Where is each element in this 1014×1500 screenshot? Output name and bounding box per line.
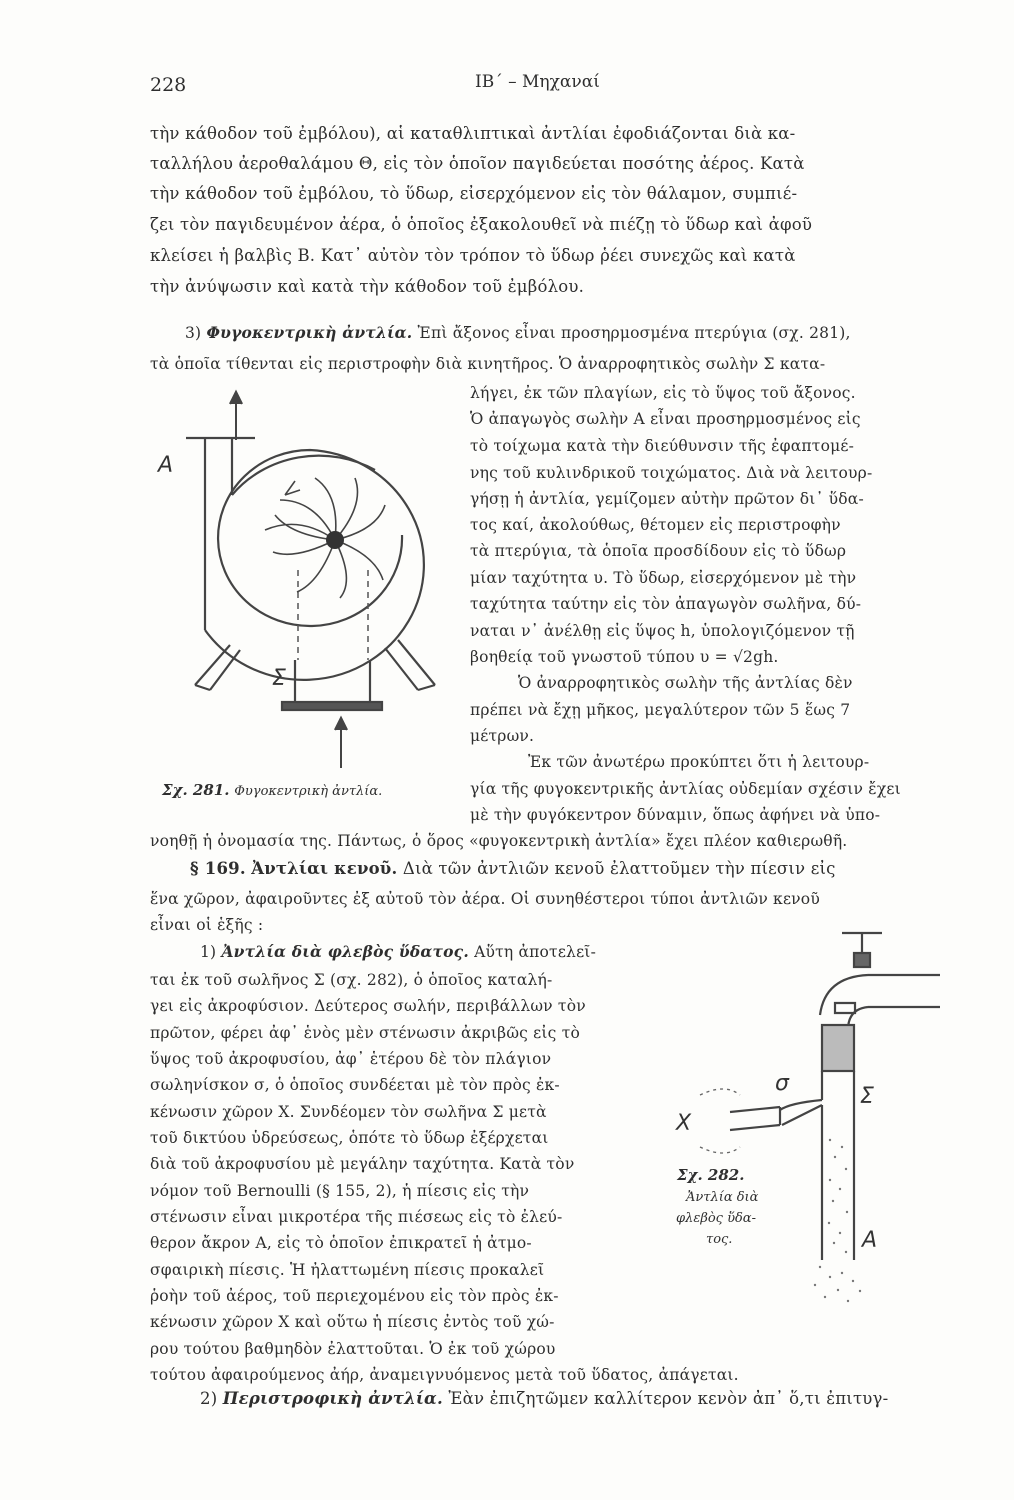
text-line: ται ἐκ τοῦ σωλῆνος Σ (σχ. 282), ὁ ὁποῖος καταλή- [150, 971, 553, 989]
text-line: γία τῆς φυγοκεντρικῆς ἀντλίας οὐδεμίαν σχέσιν ἔχει [470, 780, 901, 798]
text-run: Ἐὰν ἐπιζητῶμεν καλλίτερον κενὸν ἀπ᾽ ὅ,τι ἐπιτυγ- [448, 1389, 889, 1408]
figure-caption-text: Ἀντλία διὰ [686, 1190, 759, 1205]
label-sigma: σ [775, 1071, 789, 1096]
running-header: ΙΒ΄ – Μηχαναί [475, 72, 600, 92]
figure-caption-text: φλεβὸς ὕδα- [676, 1211, 756, 1226]
text-line: εἶναι οἱ ἑξῆς : [150, 916, 264, 934]
section-heading-line [190, 859, 836, 879]
page-number: 228 [150, 74, 187, 96]
text-line: ρου τούτου βαθμηδὸν ἐλαττοῦται. Ὁ ἐκ τοῦ χώρου [150, 1340, 556, 1358]
text-line: πρῶτον, φέρει ἀφ᾽ ἑνὸς μὲν στένωσιν ἀκριβῶς εἰς τὸ [150, 1024, 580, 1042]
text-line: νόμον τοῦ Bernoulli (§ 155, 2), ἡ πίεσις εἰς τὴν [150, 1182, 530, 1200]
text-line: νοηθῇ ἡ ὀνομασία της. Πάντως, ὁ ὅρος «φυγοκεντρικὴ ἀντλία» ἔχει πλέον καθιερωθῆ. [150, 832, 848, 850]
item-number: 3) [185, 324, 202, 342]
text-line: κλείσει ἡ βαλβὶς Β. Κατ᾽ αὐτὸν τὸν τρόπον τὸ ὕδωρ ῥέει συνεχῶς καὶ κατὰ [150, 246, 796, 265]
text-line: τὴν ἀνύψωσιν καὶ κατὰ τὴν κάθοδον τοῦ ἐμβόλου. [150, 277, 585, 296]
centrifugal-heading-line [185, 323, 851, 343]
text-line: Ὁ ἀναρροφητικὸς σωλὴν τῆς ἀντλίας δὲν [518, 674, 853, 692]
text-line: σωληνίσκον σ, ὁ ὁποῖος συνδέεται μὲ τὸν πρὸς ἐκ- [150, 1076, 560, 1094]
figure-caption-282 [677, 1166, 744, 1184]
item-number: 2) [200, 1389, 218, 1408]
item-title: Φυγοκεντρικὴ ἀντλία. [206, 323, 413, 342]
text-line: ταχύτητα ταύτην εἰς τὸν ἀπαγωγὸν σωλῆνα, δύ- [470, 595, 862, 613]
text-line: τος καί, ἀκολούθως, θέτομεν εἰς περιστροφὴν [470, 516, 841, 534]
text-line: τὴν κάθοδον τοῦ ἐμβόλου), αἱ καταθλιπτικαὶ ἀντλίαι ἐφοδιάζονται διὰ κα- [150, 124, 796, 143]
text-line: στένωσιν εἶναι μικροτέρα τῆς πιέσεως εἰς τὸ ἐλεύ- [150, 1208, 563, 1226]
text-line: διὰ τοῦ ἀκροφυσίου μὲ μεγάλην ταχύτητα. Κατὰ τὸν [150, 1155, 575, 1173]
text-line: μίαν ταχύτητα υ. Τὸ ὕδωρ, εἰσερχόμενον μὲ τὴν [470, 569, 857, 587]
water-jet-pump-figure [670, 925, 960, 1315]
text-line: τὰ ὁποῖα τίθενται εἰς περιστροφὴν διὰ κινητῆρος. Ὁ ἀναρροφητικὸς σωλὴν Σ κατα- [150, 355, 826, 373]
text-line: λήγει, ἐκ τῶν πλαγίων, εἰς τὸ ὕψος τοῦ ἄξονος. [470, 384, 856, 402]
text-line: τὸ τοίχωμα κατὰ τὴν διεύθυνσιν τῆς ἐφαπτομέ- [470, 437, 855, 455]
text-line: μέτρων. [470, 727, 535, 745]
text-line: ταλλήλου ἀεροθαλάμου Θ, εἰς τὸν ὁποῖον παγιδεύεται ποσότης ἀέρος. Κατὰ [150, 154, 805, 173]
text-line: κένωσιν χῶρον Χ. Συνδέομεν τὸν σωλῆνα Σ μετὰ [150, 1103, 547, 1121]
text-line: γήσῃ ἡ ἀντλία, γεμίζομεν αὐτὴν πρῶτον δι᾽ ὕδα- [470, 490, 864, 508]
text-line: τὰ πτερύγια, τὰ ὁποῖα προσδίδουν εἰς τὸ ὕδωρ [470, 542, 847, 560]
text-line: ὕψος τοῦ ἀκροφυσίου, ἀφ᾽ ἑτέρου δὲ τὸν πλάγιον [150, 1050, 552, 1068]
centrifugal-pump-figure [150, 390, 460, 770]
text-line: ἕνα χῶρον, ἀφαιροῦντες ἐξ αὐτοῦ τὸν ἀέρα. Οἱ συνηθέστεροι τύποι ἀντλιῶν κενοῦ [150, 890, 820, 908]
section-title: Ἀντλίαι κενοῦ. [251, 859, 398, 878]
text-line: ῥοὴν τοῦ ἀέρος, τοῦ περιεχομένου εἰς τὸν πρὸς ἐκ- [150, 1287, 559, 1305]
text-line: ζει τὸν παγιδευμένον ἀέρα, ὁ ὁποῖος ἐξακολουθεῖ νὰ πιέζῃ τὸ ὕδωρ καὶ ἀφοῦ [150, 215, 813, 234]
text-line: Ἐκ τῶν ἀνωτέρω προκύπτει ὅτι ἡ λειτουρ- [528, 753, 870, 771]
text-line: γει εἰς ἀκροφύσιον. Δεύτερος σωλήν, περιβάλλων τὸν [150, 997, 586, 1015]
figure-caption-281 [162, 781, 382, 799]
figure-caption-text: Φυγοκεντρικὴ ἀντλία. [234, 784, 383, 799]
text-run: Διὰ τῶν ἀντλιῶν κενοῦ ἐλαττοῦμεν τὴν πίεσιν εἰς [402, 859, 836, 878]
item-number: 1) [200, 943, 217, 961]
label-X: Χ [676, 1111, 692, 1136]
label-Sigma: Σ [272, 666, 286, 691]
text-run: Αὕτη ἀποτελεῖ- [474, 943, 597, 961]
text-line: σφαιρικὴ πίεσις. Ἡ ἠλαττωμένη πίεσις προκαλεῖ [150, 1261, 545, 1279]
text-line: κένωσιν χῶρον Χ καὶ οὕτω ἡ πίεσις ἐντὸς τοῦ χώ- [150, 1313, 555, 1331]
item-title: Ἀντλία διὰ φλεβὸς ὕδατος. [221, 942, 469, 961]
label-A: Α [158, 453, 174, 478]
waterjet-heading-line [200, 942, 596, 962]
text-line: ναται ν᾽ ἀνέλθῃ εἰς ὕψος h, ὑπολογιζόμενον τῇ [470, 622, 855, 640]
text-line: τοῦ δικτύου ὑδρεύσεως, ὁπότε τὸ ὕδωρ ἐξέρχεται [150, 1129, 549, 1147]
text-run: Ἐπὶ ἄξονος εἶναι προσηρμοσμένα πτερύγια (σχ. 281), [417, 324, 851, 342]
text-line: νης τοῦ κυλινδρικοῦ τοιχώματος. Διὰ νὰ λειτουρ- [470, 464, 873, 482]
rotary-heading-line [200, 1389, 888, 1409]
label-A: Α [862, 1228, 878, 1253]
text-line: τούτου ἀφαιρούμενος ἀήρ, ἀναμειγνυόμενος μετὰ τοῦ ὕδατος, ἀπάγεται. [150, 1366, 739, 1384]
text-line: μὲ τὴν φυγόκεντρον δύναμιν, ὅπως ἀφήνει νὰ ὑπο- [470, 806, 881, 824]
text-line: Ὁ ἀπαγωγὸς σωλὴν Α εἶναι προσηρμοσμένος εἰς [470, 410, 861, 428]
text-line: θερον ἄκρον Α, εἰς τὸ ὁποῖον ἐπικρατεῖ ἡ ἀτμο- [150, 1234, 532, 1252]
text-line: βοηθείᾳ τοῦ γνωστοῦ τύπου υ = √2gh. [470, 648, 779, 666]
figure-caption-text: τος. [706, 1232, 733, 1247]
item-title: Περιστροφικὴ ἀντλία. [222, 1389, 443, 1408]
figure-number: Σχ. 282. [677, 1166, 745, 1184]
figure-number: Σχ. 281. [162, 781, 230, 799]
section-number: § 169. [190, 859, 246, 878]
label-Sigma: Σ [860, 1084, 874, 1109]
text-line: τὴν κάθοδον τοῦ ἐμβόλου, τὸ ὕδωρ, εἰσερχόμενον εἰς τὸν θάλαμον, συμπιέ- [150, 184, 798, 203]
text-line: πρέπει νὰ ἔχῃ μῆκος, μεγαλύτερον τῶν 5 ἕως 7 [470, 701, 851, 719]
